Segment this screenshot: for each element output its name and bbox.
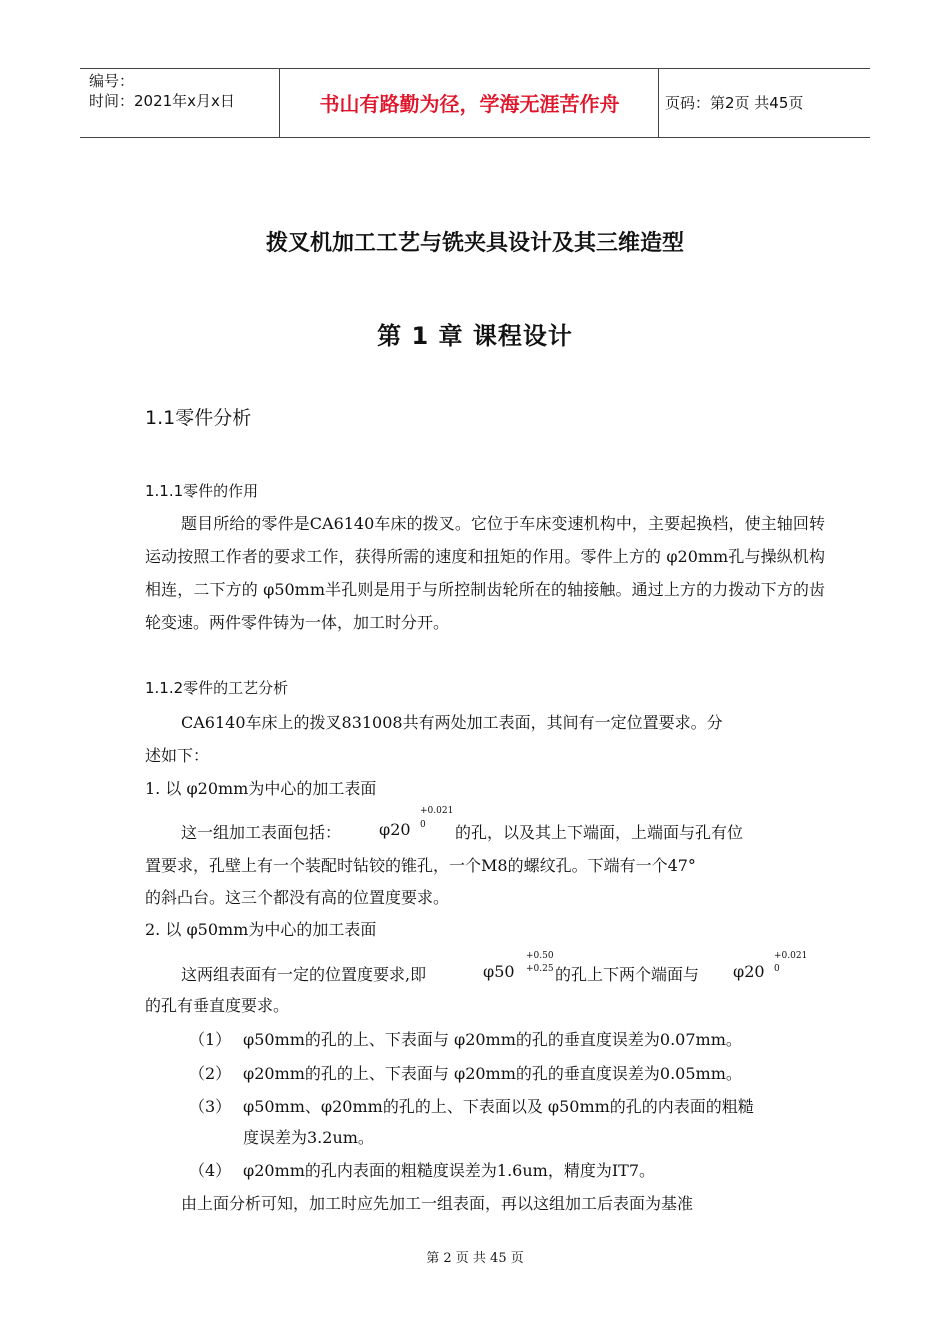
req-3-text: φ50mm、φ20mm的孔的上、下表面以及 φ50mm的孔的内表面的粗糙 <box>243 1097 754 1116</box>
paragraph-part-function: 题目所给的零件是CA6140车床的拨叉。它位于车床变速机构中，主要起换档，使主轴回转运动按照工作者的要求工作，获得所需的速度和扭矩的作用。零件上方的 φ20mm孔与操纵机构相连，二下方的 φ50mm半孔则是用于与所控制齿轮所在的轴接触。通过上方的力拨动下方的齿轮变速。两件零件铸为一体，加工时分开。 <box>145 514 825 632</box>
header-time: 时间：2021年x月x日 <box>89 92 235 110</box>
item2-tol50-lower: +0.25 <box>526 964 554 974</box>
paragraph-process-line-1: CA6140车床上的拨叉831008共有两处加工表面，其间有一定位置要求。分 <box>181 713 723 732</box>
item2-phi50: φ50 <box>483 962 515 981</box>
item1-tolerance-upper: +0.021 <box>420 806 454 816</box>
item2-tol50-upper: +0.50 <box>526 951 554 961</box>
item1-line-1-suffix: 的孔，以及其上下端面，上端面与孔有位 <box>455 823 744 842</box>
document-title: 拨叉机加工工艺与铣夹具设计及其三维造型 <box>265 231 684 256</box>
item2-tol20-lower: 0 <box>774 964 780 974</box>
header-table <box>80 68 870 138</box>
req-3-num: （3） <box>189 1097 232 1116</box>
item1-line-2: 置要求，孔壁上有一个装配时钻铰的锥孔，一个M8的螺纹孔。下端有一个47° <box>145 856 696 875</box>
chapter-title: 第 1 章 课程设计 <box>377 322 573 350</box>
item1-phi20: φ20 <box>379 820 411 839</box>
item1-tolerance-lower: 0 <box>420 820 426 830</box>
list-item-2-title: 2. 以 φ50mm为中心的加工表面 <box>145 920 377 939</box>
req-3-text-cont: 度误差为3.2um。 <box>243 1128 374 1147</box>
req-1-text: φ50mm的孔的上、下表面与 φ20mm的孔的垂直度误差为0.07mm。 <box>243 1030 742 1049</box>
item2-line-1-prefix: 这两组表面有一定的位置度要求,即 <box>181 965 427 984</box>
req-2-text: φ20mm的孔的上、下表面与 φ20mm的孔的垂直度误差为0.05mm。 <box>243 1064 742 1083</box>
paragraph-process-line-2: 述如下： <box>145 746 210 765</box>
list-item-1-title: 1. 以 φ20mm为中心的加工表面 <box>145 779 377 798</box>
section-heading-1-1-1: 1.1.1零件的作用 <box>145 482 259 500</box>
header-number: 编号： <box>89 72 135 90</box>
req-2-num: （2） <box>189 1064 232 1083</box>
req-4-num: （4） <box>189 1161 232 1180</box>
item1-line-3: 的斜凸台。这三个都没有高的位置度要求。 <box>145 888 450 907</box>
header-motto: 书山有路勤为径，学海无涯苦作舟 <box>281 69 659 137</box>
item1-line-1-prefix: 这一组加工表面包括： <box>181 823 342 842</box>
section-heading-1-1: 1.1零件分析 <box>145 407 252 429</box>
item2-line-1-mid: 的孔上下两个端面与 <box>555 965 700 984</box>
header-page-info: 页码：第2页 共45页 <box>665 94 804 112</box>
item2-phi20: φ20 <box>733 962 765 981</box>
conclusion-line: 由上面分析可知，加工时应先加工一组表面，再以这组加工后表面为基准 <box>181 1194 694 1213</box>
page-footer: 第 2 页 共 45 页 <box>426 1251 524 1266</box>
section-heading-1-1-2: 1.1.2零件的工艺分析 <box>145 679 289 697</box>
header-info-cell <box>80 69 280 137</box>
req-4-text: φ20mm的孔内表面的粗糙度误差为1.6um，精度为IT7。 <box>243 1161 656 1180</box>
req-1-num: （1） <box>189 1030 232 1049</box>
item2-line-2: 的孔有垂直度要求。 <box>145 996 290 1015</box>
item2-tol20-upper: +0.021 <box>774 951 808 961</box>
